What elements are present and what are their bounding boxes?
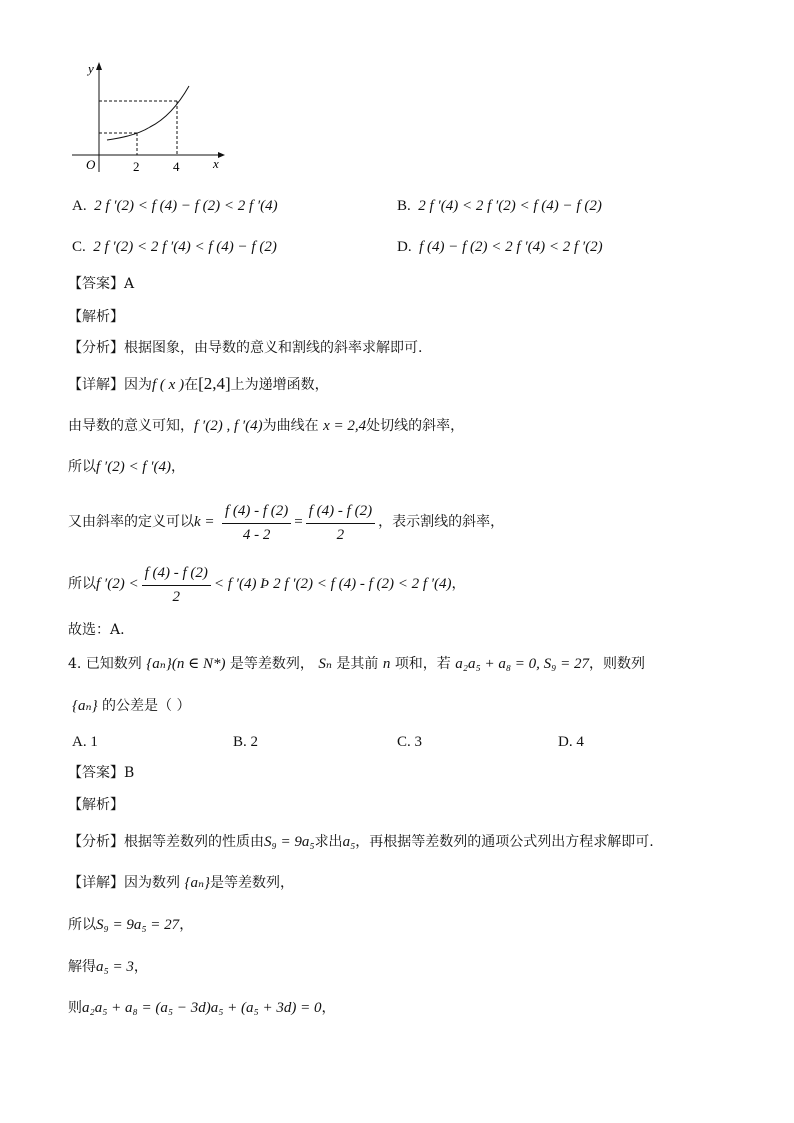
option-text: 2 f ′(2) < 2 f ′(4) < f (4) − f (2) bbox=[93, 239, 277, 255]
q4-stem-line-1 bbox=[68, 654, 645, 674]
y-axis-label: y bbox=[88, 61, 94, 76]
q4-stem-line-2 bbox=[72, 696, 190, 716]
fraction-denominator: 2 bbox=[172, 588, 180, 605]
math: a₂a₅ + a₈ = 0, S₉ = 27 bbox=[455, 656, 589, 672]
option-label: D. bbox=[397, 239, 412, 255]
function-graph bbox=[68, 56, 228, 176]
text: 因为数列 bbox=[124, 875, 180, 891]
fraction-numerator: f (4) - f (2) bbox=[142, 563, 211, 586]
text: ，则数列 bbox=[589, 656, 645, 672]
text: 在 bbox=[184, 377, 199, 393]
x-tick-label-2: 2 bbox=[133, 159, 140, 174]
q3-detail-line-5 bbox=[68, 562, 466, 606]
q3-option-d bbox=[397, 237, 603, 257]
option-label: C. bbox=[72, 239, 86, 255]
text: ， bbox=[321, 1000, 336, 1016]
text: 为曲线在 bbox=[262, 418, 319, 434]
answer-value: B bbox=[124, 765, 135, 781]
math-interval: [2,4] bbox=[198, 374, 231, 393]
math: < f ′(4) Þ 2 f ′(2) < f (4) - f (2) < 2 f ′(4) bbox=[213, 576, 452, 592]
text: 因为 bbox=[124, 377, 152, 393]
q3-detail-line-2 bbox=[68, 416, 464, 436]
option-text: 2 f ′(2) < f (4) − f (2) < 2 f ′(4) bbox=[94, 198, 278, 214]
text: 则 bbox=[68, 1000, 82, 1016]
math: k = bbox=[194, 514, 215, 530]
math: f ′(2) < bbox=[96, 576, 139, 592]
math: {aₙ} bbox=[72, 698, 98, 714]
text: 已知数列 bbox=[85, 656, 142, 672]
text: 是等差数列， bbox=[210, 875, 295, 891]
q4-option-c bbox=[397, 732, 422, 752]
q3-option-c bbox=[72, 237, 277, 257]
fraction-denominator: 4 - 2 bbox=[242, 526, 271, 543]
q3-answer bbox=[68, 274, 134, 294]
option-text: 1 bbox=[90, 734, 98, 750]
text: ，再根据等差数列的通项公式列出方程求解即可. bbox=[355, 834, 654, 850]
fenxi-tag: 【分析】 bbox=[68, 340, 124, 356]
math: f ( x ) bbox=[152, 377, 185, 393]
q3-detail-line-3 bbox=[68, 457, 185, 477]
text: 的公差是（ ） bbox=[102, 698, 191, 714]
text: 所以 bbox=[68, 917, 96, 933]
q3-analysis-tag: 【解析】 bbox=[68, 309, 124, 325]
q3-option-b bbox=[397, 196, 602, 216]
q4-option-b bbox=[233, 732, 258, 752]
text: ， bbox=[171, 459, 185, 475]
q4-option-a bbox=[72, 732, 98, 752]
option-label: B. bbox=[397, 198, 411, 214]
q4-detail-line-2 bbox=[68, 915, 193, 935]
math: Sₙ bbox=[318, 656, 332, 672]
text: ， bbox=[179, 917, 194, 933]
text: 所以 bbox=[68, 459, 96, 475]
option-label: D. bbox=[558, 734, 573, 750]
q3-detail-line-4 bbox=[68, 500, 504, 544]
detail-tag: 【详解】 bbox=[68, 377, 124, 393]
text: 上为递增函数， bbox=[230, 377, 329, 393]
fraction-secant-simplified bbox=[306, 501, 375, 544]
option-label: A. bbox=[72, 198, 87, 214]
math: f ′(2) < f ′(4) bbox=[96, 459, 171, 475]
x-axis-arrow-icon bbox=[218, 152, 225, 158]
text: 解得 bbox=[68, 959, 96, 975]
text: ，表示割线的斜率， bbox=[378, 514, 505, 530]
q4-fenxi bbox=[68, 832, 654, 852]
math: {aₙ} bbox=[184, 875, 211, 891]
option-text: 2 f ′(4) < 2 f ′(2) < f (4) − f (2) bbox=[418, 198, 602, 214]
math: {aₙ}(n ∈ N*) bbox=[146, 656, 226, 672]
origin-label: O bbox=[86, 157, 96, 172]
question-number: 4. bbox=[68, 656, 82, 672]
text: ， bbox=[451, 576, 466, 592]
option-label: A. bbox=[72, 734, 87, 750]
q4-option-d bbox=[558, 732, 584, 752]
math: f ′(2) , f ′(4) bbox=[194, 418, 263, 434]
q4-detail-line-1 bbox=[68, 873, 294, 893]
text: 项和，若 bbox=[394, 656, 451, 672]
answer-value: A bbox=[124, 276, 135, 292]
option-label: B. bbox=[233, 734, 247, 750]
q3-option-a bbox=[72, 196, 278, 216]
math: S₉ = 9a₅ = 27 bbox=[96, 917, 180, 933]
text: 所以 bbox=[68, 576, 96, 592]
option-text: f (4) − f (2) < 2 f ′(4) < 2 f ′(2) bbox=[419, 239, 603, 255]
math: n bbox=[382, 656, 391, 672]
detail-tag: 【详解】 bbox=[68, 875, 124, 891]
q3-conclusion: 故选：A. bbox=[68, 622, 125, 638]
math: x = 2,4 bbox=[323, 418, 367, 434]
text: 求出 bbox=[314, 834, 343, 850]
q4-analysis-tag: 【解析】 bbox=[68, 797, 124, 813]
option-text: 4 bbox=[576, 734, 584, 750]
answer-tag: 【答案】 bbox=[68, 276, 124, 292]
fenxi-text: 根据图象，由导数的意义和割线的斜率求解即可. bbox=[124, 340, 423, 356]
y-axis-arrow-icon bbox=[96, 62, 102, 70]
q3-detail-line-1 bbox=[68, 374, 329, 395]
q4-answer bbox=[68, 763, 134, 783]
fenxi-tag: 【分析】 bbox=[68, 834, 124, 850]
x-tick-label-4: 4 bbox=[173, 159, 180, 174]
q3-fenxi bbox=[68, 338, 422, 358]
fraction-numerator: f (4) - f (2) bbox=[222, 501, 291, 524]
text: 又由斜率的定义可以 bbox=[68, 514, 194, 530]
math: = bbox=[294, 514, 303, 530]
option-text: 2 bbox=[250, 734, 259, 750]
text: 根据等差数列的性质由 bbox=[124, 834, 264, 850]
fraction-denominator: 2 bbox=[336, 526, 345, 543]
math: a₅ = 3 bbox=[96, 959, 134, 975]
math: a₂a₅ + a₈ = (a₅ − 3d)a₅ + (a₅ + 3d) = 0 bbox=[82, 1000, 322, 1016]
q4-detail-line-3 bbox=[68, 957, 148, 977]
text: 处切线的斜率， bbox=[366, 418, 465, 434]
text: 由导数的意义可知， bbox=[68, 418, 194, 434]
math: a₅ bbox=[342, 834, 356, 850]
q4-detail-line-4 bbox=[68, 998, 336, 1018]
text: 是等差数列， bbox=[229, 656, 314, 672]
text: ， bbox=[133, 959, 148, 975]
fraction-numerator: f (4) - f (2) bbox=[306, 501, 375, 524]
x-axis-label: x bbox=[213, 156, 219, 171]
fraction-secant bbox=[222, 501, 291, 544]
option-label: C. bbox=[397, 734, 411, 750]
math: S₉ = 9a₅ bbox=[264, 834, 315, 850]
option-text: 3 bbox=[414, 734, 423, 750]
text: 是其前 bbox=[336, 656, 379, 672]
answer-tag: 【答案】 bbox=[68, 765, 124, 781]
fraction-secant bbox=[142, 563, 211, 606]
